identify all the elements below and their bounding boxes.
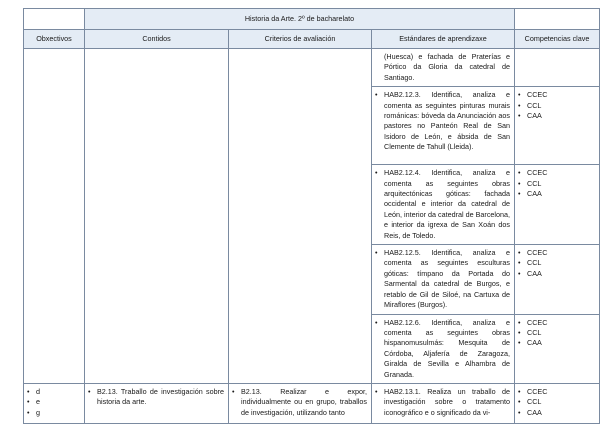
competencia-item: • CCL — [517, 328, 595, 338]
standard-cell — [372, 314, 515, 383]
contido-text: • B2.13. Traballo de investigación sobre historia da arte. — [87, 387, 224, 408]
competencia-item: • CCEC — [517, 248, 595, 258]
competencia-item: • CCL — [517, 179, 595, 189]
column-header-criterios: Criterios de avaliación — [229, 30, 372, 49]
obxectivo-item: • g — [26, 408, 80, 418]
standard-text: • HAB2.12.3. Identifica, analiza e comenta as seguintes pinturas murais románicas: bóveda da Anunciación aos pastores no Panteón Real de San Isidoro de León, e ábsida de San Clemente de Tahull (Lleida). — [374, 90, 510, 152]
column-header-competencias: Competencias clave — [515, 30, 600, 49]
competencia-item: • CCEC — [517, 318, 595, 328]
standard-cell — [372, 165, 515, 245]
competencias-empty-cell — [515, 49, 600, 87]
criterios-cell-empty — [229, 49, 372, 384]
competencia-item: • CCL — [517, 101, 595, 111]
competencia-item: • CCL — [517, 258, 595, 268]
obxectivo-item: • d — [26, 387, 80, 397]
table-title: Historia da Arte. 2º de bacharelato — [85, 9, 515, 30]
competencia-item: • CAA — [517, 338, 595, 348]
competencia-item: • CCEC — [517, 90, 595, 100]
column-header-contidos: Contidos — [85, 30, 229, 49]
standard-cell — [372, 245, 515, 314]
obxectivo-item: • e — [26, 397, 80, 407]
column-header-estandares: Estándares de aprendizaxe — [372, 30, 515, 49]
standard-continuation — [372, 49, 515, 87]
criterio-cell — [229, 383, 372, 423]
competencia-item: • CCEC — [517, 168, 595, 178]
header-corner-cell — [24, 9, 85, 30]
curriculum-table — [23, 8, 600, 424]
competencia-item: • CAA — [517, 408, 595, 418]
standard-cell — [372, 87, 515, 165]
contido-cell — [85, 383, 229, 423]
competencias-cell — [515, 245, 600, 314]
criterio-text: • B2.13. Realizar e expor, individualmente ou en grupo, traballos de investigación, utilizando tanto — [231, 387, 367, 418]
competencia-item: • CCL — [517, 397, 595, 407]
competencias-cell — [515, 165, 600, 245]
contidos-cell-empty — [85, 49, 229, 384]
obxectivos-cell-empty — [24, 49, 85, 384]
continuation-text: (Huesca) e fachada de Praterías e Pórtico da Gloria da catedral de Santiago. — [384, 52, 511, 82]
competencias-cell — [515, 383, 600, 423]
competencias-cell — [515, 87, 600, 165]
standard-cell — [372, 383, 515, 423]
standard-text: • HAB2.12.4. Identifica, analiza e comenta as seguintes obras arquitectónicas góticas: fachada occidental e interior da catedral de León, interior da catedral de Barcelona, e interior da igrexa de San Xoán dos Reis, de Toledo. — [374, 168, 510, 241]
competencia-item: • CCEC — [517, 387, 595, 397]
header-corner-cell-right — [515, 9, 600, 30]
competencia-item: • CAA — [517, 111, 595, 121]
standard-text: • HAB2.12.6. Identifica, analiza e comenta as seguintes obras hispanomusulmás: Mesquita de Córdoba, Aljafería de Zaragoza, Giralda de Sevilla e Alhambra de Granada. — [374, 318, 510, 380]
column-header-obxectivos: Obxectivos — [24, 30, 85, 49]
standard-text: • HAB2.13.1. Realiza un traballo de investigación sobre o tratamento iconográfico e o significado da vi- — [374, 387, 510, 418]
competencias-cell — [515, 314, 600, 383]
standard-text: • HAB2.12.5. Identifica, analiza e comenta as seguintes esculturas góticas: tímpano da Portada do Sarmental da catedral de Burgos, e retablo de Gil de Siloé, na Cartuxa de Miraflores (Burgos). — [374, 248, 510, 310]
competencia-item: • CAA — [517, 189, 595, 199]
obxectivos-cell — [24, 383, 85, 423]
competencia-item: • CAA — [517, 269, 595, 279]
